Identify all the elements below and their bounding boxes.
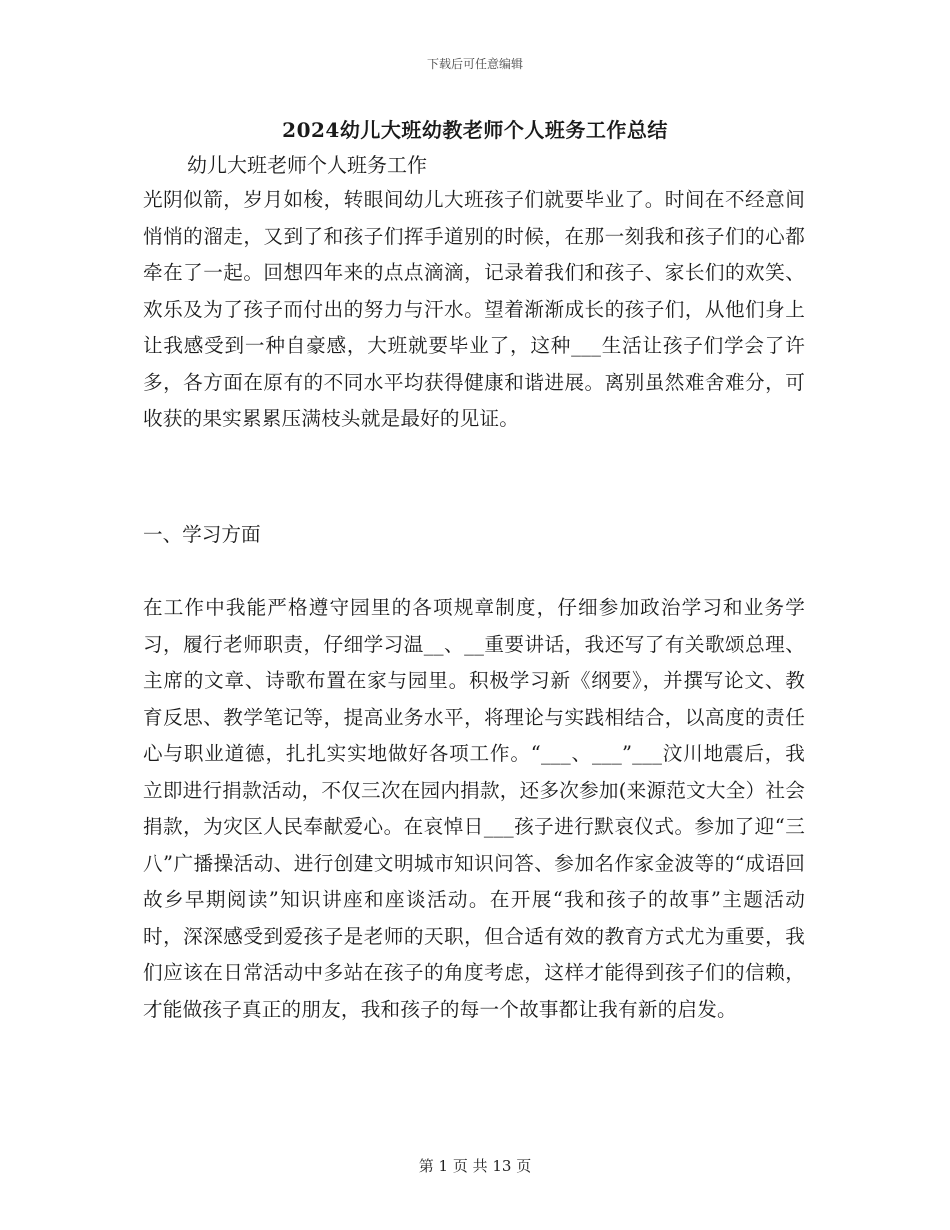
header-note: 下载后可任意编辑 bbox=[426, 57, 523, 71]
section-body-study: 在工作中我能严格遵守园里的各项规章制度，仔细参加政治学习和业务学习，履行老师职责，仔细学习温__、__重要讲话，我还写了有关歌颂总理、主席的文章、诗歌布置在家与园里。积极学习新《纲要》，并撰写论文、教育反思、教学笔记等，提高业务水平，将理论与实践相结合，以高度的责任心与职业道德，扎扎实实地做好各项工作。“___、___”___汶川地震后，我立即进行捐款活动，不仅三次在园内捐款，还多次参加(来源范文大全）社会捐款，为灾区人民奉献爱心。在哀悼日___孩子进行默哀仪式。参加了迎“三八”广播操活动、进行创建文明城市知识问答、参加名作家金波等的“成语回故乡早期阅读”知识讲座和座谈活动。在开展“我和孩子的故事”主题活动时，深深感受到爱孩子是老师的天职，但合适有效的教育方式尤为重要，我们应该在日常活动中多站在孩子的角度考虑，这样才能得到孩子们的信赖，才能做孩子真正的朋友，我和孩子的每一个故事都让我有新的启发。 bbox=[143, 596, 805, 1021]
document-subtitle: 幼儿大班老师个人班务工作 bbox=[187, 153, 427, 177]
page-footer: 第 1 页 共 13 页 bbox=[418, 1157, 532, 1175]
intro-paragraph: 光阴似箭，岁月如梭，转眼间幼儿大班孩子们就要毕业了。时间在不经意间悄悄的溜走，又到了和孩子们挥手道别的时候，在那一刻我和孩子们的心都牵在了一起。回想四年来的点点滴滴，记录着我们和孩子、家长们的欢笑、欢乐及为了孩子而付出的努力与汗水。望着渐渐成长的孩子们，从他们身上让我感受到一种自豪感，大班就要毕业了，这种___生活让孩子们学会了许多，各方面在原有的不同水平均获得健康和谐进展。离别虽然难舍难分，可收获的果实累累压满枝头就是最好的见证。 bbox=[143, 188, 805, 430]
section-heading-study: 一、学习方面 bbox=[143, 523, 261, 546]
document-title: 2024幼儿大班幼教老师个人班务工作总结 bbox=[282, 118, 668, 142]
